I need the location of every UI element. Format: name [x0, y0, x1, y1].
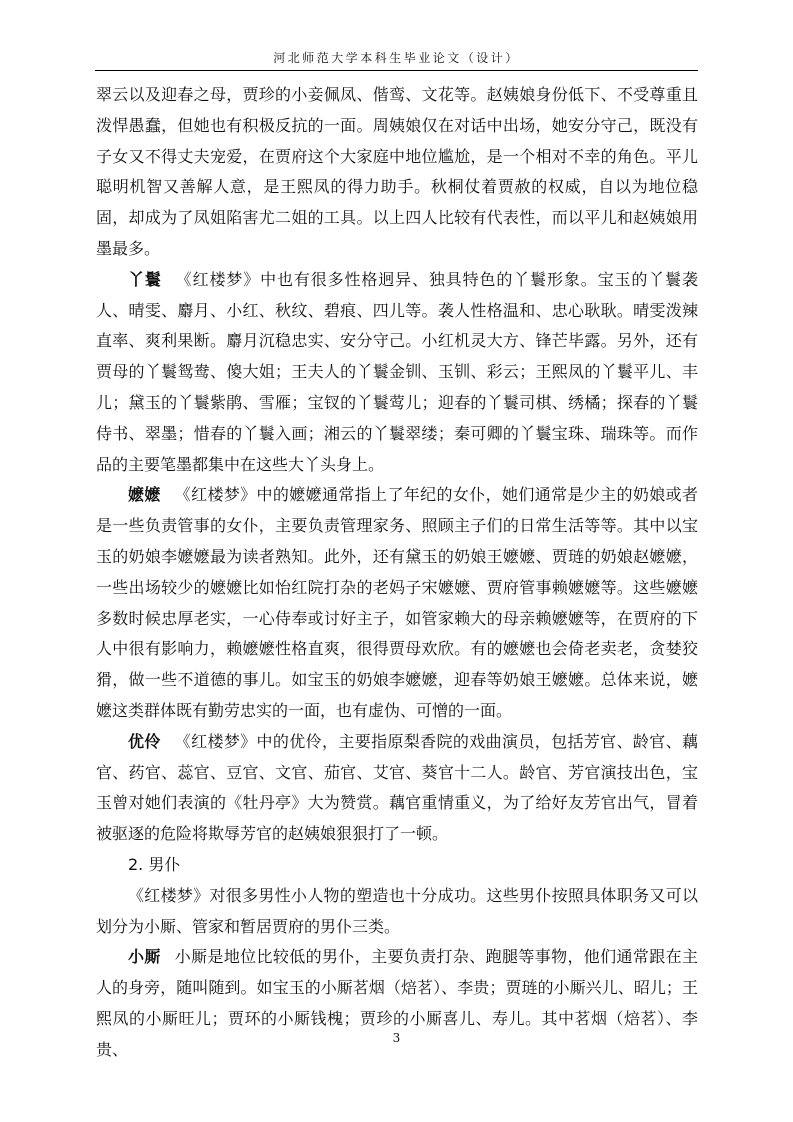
paragraph-actors: [96, 727, 698, 850]
term-maids: 丫鬟: [128, 269, 162, 289]
term-nannies: 嬷嬷: [128, 485, 161, 505]
subheading-male-servants: 2. 男仆: [128, 854, 181, 874]
page-body: [96, 80, 698, 1066]
paragraph-nannies-text: 《红楼梦》中的嬷嬷通常指上了年纪的女仆，她们通常是少主的奶娘或者是一些负责管事的女仆，主要负责管理家务、照顾主子们的日常生活等等。其中以宝玉的奶娘李嬷嬷最为读者熟知。此外，还有黛玉的奶娘王嬷嬷、贾琏的奶娘赵嬷嬷，一些出场较少的嬷嬷比如怡红院打杂的老妈子宋嬷嬷、贾府管事赖嬷嬷等。这些嬷嬷多数时候忠厚老实，一心侍奉或讨好主子，如管家赖大的母亲赖嬷嬷等，在贾府的下人中很有影响力，赖嬷嬷性格直爽，很得贾母欢欣。有的嬷嬷也会倚老卖老，贪婪狡猾，做一些不道德的事儿。如宝玉的奶娘李嬷嬷，迎春等奶娘王嬷嬷。总体来说，嬷嬷这类群体既有勤劳忠实的一面，也有虚伪、可憎的一面。: [96, 485, 698, 720]
paragraph-nannies: [96, 480, 698, 726]
paragraph-actors-text: 《红楼梦》中的优伶，主要指原梨香院的戏曲演员，包括芳官、龄官、藕官、药官、蕊官、豆官、文官、茄官、艾官、葵官十二人。龄官、芳官演技出色，宝玉曾对她们表演的《牡丹亭》大为赞赏。藕官重情重义，为了给好友芳官出气，冒着被驱逐的危险将欺辱芳官的赵姨娘狠狠打了一顿。: [96, 731, 698, 844]
paragraph-maids-text: 《红楼梦》中也有很多性格迥异、独具特色的丫鬟形象。宝玉的丫鬟袭人、晴雯、麝月、小红、秋纹、碧痕、四儿等。袭人性格温和、忠心耿耿。晴雯泼辣直率、爽利果断。麝月沉稳忠实、安分守己。小红机灵大方、锋芒毕露。另外，还有贾母的丫鬟鸳鸯、傻大姐；王夫人的丫鬟金钏、玉钏、彩云；王熙凤的丫鬟平儿、丰儿；黛玉的丫鬟紫鹃、雪雁；宝钗的丫鬟莺儿；迎春的丫鬟司棋、绣橘；探春的丫鬟侍书、翠墨；惜春的丫鬟入画；湘云的丫鬟翠缕；秦可卿的丫鬟宝珠、瑞珠等。而作品的主要笔墨都集中在这些大丫头身上。: [96, 269, 698, 474]
paragraph-pages: [96, 942, 698, 1065]
paragraph-male-servants-intro: 《红楼梦》对很多男性小人物的塑造也十分成功。这些男仆按照具体职务又可以划分为小厮、管家和暂居贾府的男仆三类。: [96, 885, 698, 936]
paragraph-pages-text: 小厮是地位比较低的男仆，主要负责打杂、跑腿等事物，他们通常跟在主人的身旁，随叫随到。如宝玉的小厮茗烟（焙茗）、李贵；贾琏的小厮兴儿、昭儿；王熙凤的小厮旺儿；贾环的小厮钱槐；贾珍的小厮喜儿、寿儿。其中茗烟（焙茗）、李贵、: [96, 947, 698, 1059]
term-actors: 优伶: [128, 731, 161, 751]
page-number: 3: [392, 1031, 401, 1045]
term-pages: 小厮: [128, 947, 161, 967]
paragraph-maids: [96, 265, 698, 481]
paragraph-concubines-cont: 翠云以及迎春之母，贾珍的小妾佩凤、偕鸾、文花等。赵姨娘身份低下、不受尊重且泼悍愚蠢，但她也有积极反抗的一面。周姨娘仅在对话中出场，她安分守己，既没有子女又不得丈夫宠爱，在贾府这个大家庭中地位尴尬，是一个相对不幸的角色。平儿聪明机智又善解人意，是王熙凤的得力助手。秋桐仗着贾赦的权威，自以为地位稳固，却成为了凤姐陷害尤二姐的工具。以上四人比较有代表性，而以平儿和赵姨娘用墨最多。: [96, 85, 698, 258]
header-rule: [95, 70, 698, 71]
running-header: 河北师范大学本科生毕业论文（设计）: [273, 51, 520, 65]
